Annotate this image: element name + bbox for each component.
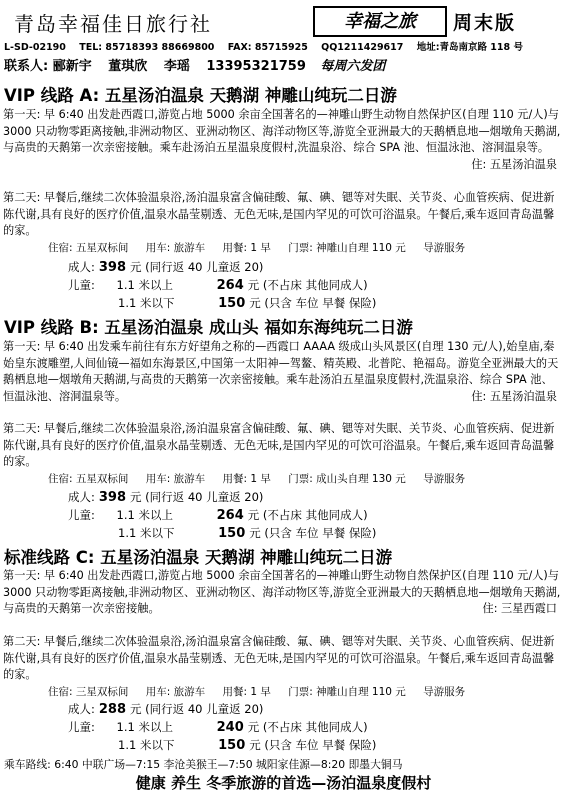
child-price: 150 [218, 526, 246, 541]
meta-guide: 导游服务 [423, 473, 466, 485]
route-c-child-row [118, 737, 376, 753]
day1-text: 第一天: 早 6:40 出发赴西霞口,游览占地 5000 余亩全国著名的—神雕山野生动物自然保护区(自理 110 元/人)与 3000 只动物零距离接触,非洲动物区、亚洲动物区、海洋动物区等,游览全亚洲最大的天鹅栖息地—烟墩角天鹅湖,与高贵的天鹅第一次亲密接触。 [3, 569, 561, 616]
route-a-title: VIP 线路 A: 五星汤泊温泉 天鹅湖 神雕山纯玩二日游 [4, 86, 397, 105]
pickup-route: 乘车路线: 6:40 中联广场—7:15 李沧美猴王—7:50 城阳家佳源—8:20 即墨大铜马 [4, 758, 403, 771]
route-c-day1 [3, 568, 563, 618]
adult-note: 元 (同行返 40 儿童返 20) [130, 260, 264, 274]
child-price: 150 [218, 738, 246, 753]
route-b-title: VIP 线路 B: 五星汤泊温泉 成山头 福如东海纯玩二日游 [4, 318, 413, 337]
child-note: 元 (只含 车位 早餐 保险) [249, 296, 377, 310]
route-b-adult-price [68, 489, 263, 505]
meta-vehicle: 用车: 旅游车 [145, 242, 206, 254]
route-c-meta [48, 684, 479, 699]
route-a-adult-price [68, 259, 263, 275]
meta-guide: 导游服务 [423, 242, 466, 254]
meta-tickets: 门票: 神雕山自理 110 元 [288, 686, 406, 698]
child-price: 240 [216, 720, 244, 735]
day1-stay: 住: 五星汤泊温泉 [471, 389, 557, 403]
day1-text: 第一天: 早 6:40 出发乘车前往有东方好望角之称的—西霞口 AAAA 级成山头风景区(自理 130 元/人),始皇庙,秦始皇东渡雕塑,人间仙镜—福如东海景区,中国第一太阳神—驾鳌、精英殿、北普陀、艳福岛。游览全亚洲最大的天鹅栖息地—烟墩角天鹅湖,与高贵的天鹅第一次亲密接触。乘车赴汤泊五星温泉度假村,洗温泉浴、综合 SPA 池、恒温泳池、溶洞温泉等。 [3, 340, 559, 403]
route-c-title: 标准线路 C: 五星汤泊温泉 天鹅湖 神雕山纯玩二日游 [4, 548, 393, 567]
child-height: 1.1 米以上 [116, 508, 173, 522]
route-a-child-row [118, 295, 376, 311]
route-b-day1 [3, 339, 563, 405]
qq-number: QQ1211429617 [321, 42, 404, 53]
contact-people [4, 55, 385, 74]
meta-tickets: 门票: 成山头自理 130 元 [288, 473, 406, 485]
route-a-child-row [68, 277, 368, 293]
route-c-day2: 第二天: 早餐后,继续二次体验温泉浴,汤泊温泉富含偏硅酸、氟、碘、锶等对失眠、关节炎、心血管疾病、促进新陈代谢,具有良好的医疗价值,温泉水晶莹剔透、无色无味,是国内罕见的可饮可浴温泉。午餐后,乘车返回青岛温馨的家。 [3, 635, 555, 682]
child-label: 儿童: [68, 720, 95, 734]
child-label: 儿童: [68, 278, 95, 292]
child-price: 264 [216, 278, 244, 293]
route-c-child-row [68, 719, 368, 735]
edition-label: 周末版 [453, 12, 517, 34]
child-height: 1.1 米以下 [118, 296, 175, 310]
meta-guide: 导游服务 [423, 686, 466, 698]
meta-lodging: 住宿: 五星双标间 [48, 242, 129, 254]
route-b-child-row [118, 525, 376, 541]
adult-label: 成人: [68, 260, 95, 274]
adult-price: 288 [98, 702, 127, 717]
fax-number: FAX: 85715925 [227, 42, 308, 53]
child-height: 1.1 米以下 [118, 738, 175, 752]
bottom-slogan: 健康 养生 冬季旅游的首选—汤泊温泉度假村 [135, 774, 432, 792]
child-height: 1.1 米以上 [116, 720, 173, 734]
route-b-meta [48, 471, 479, 486]
adult-label: 成人: [68, 490, 95, 504]
child-note: 元 (只含 车位 早餐 保险) [249, 526, 377, 540]
contact-info [4, 39, 564, 53]
departure-note: 每周六发团 [320, 59, 386, 74]
child-height: 1.1 米以上 [116, 278, 173, 292]
meta-vehicle: 用车: 旅游车 [145, 686, 206, 698]
child-note: 元 (不占床 其他同成人) [247, 720, 368, 734]
tel-numbers: TEL: 85718393 88669800 [79, 42, 215, 53]
route-a-day2: 第二天: 早餐后,继续二次体验温泉浴,汤泊温泉富含偏硅酸、氟、碘、锶等对失眠、关节炎、心血管疾病、促进新陈代谢,具有良好的医疗价值,温泉水晶莹剔透、无色无味,是国内罕见的可饮可浴温泉。午餐后,乘车返回青岛温馨的家。 [3, 191, 555, 238]
day1-stay: 住: 三星西霞口 [482, 602, 557, 616]
child-height: 1.1 米以下 [118, 526, 175, 540]
contact-label: 联系人: [4, 59, 49, 74]
child-note: 元 (只含 车位 早餐 保险) [249, 738, 377, 752]
contact-phone: 13395321759 [206, 59, 306, 74]
contact-name: 董琪欣 [108, 59, 148, 74]
adult-note: 元 (同行返 40 儿童返 20) [130, 490, 264, 504]
route-b-child-row [68, 507, 368, 523]
contact-name: 李瑶 [163, 59, 190, 74]
adult-label: 成人: [68, 702, 95, 716]
route-c-adult-price [68, 701, 263, 717]
agency-title: 青岛幸福佳日旅行社 [14, 12, 212, 36]
child-label: 儿童: [68, 508, 95, 522]
adult-price: 398 [98, 490, 127, 505]
meta-lodging: 住宿: 三星双标间 [48, 686, 129, 698]
child-price: 264 [216, 508, 244, 523]
license-number: L-SD-02190 [4, 42, 66, 53]
route-a-day1 [3, 107, 563, 173]
day1-stay: 住: 五星汤泊温泉 [471, 157, 557, 171]
day1-text: 第一天: 早 6:40 出发赴西霞口,游览占地 5000 余亩全国著名的—神雕山野生动物自然保护区(自理 110 元/人)与 3000 只动物零距离接触,非洲动物区、亚洲动物区、海洋动物区等,游览全亚洲最大的天鹅栖息地—烟墩角天鹅湖,与高贵的天鹅第一次亲密接触。乘车赴汤泊五星温泉度假村,洗温泉浴、综合 SPA 池、恒温泳池、溶洞温泉等。 [3, 108, 561, 155]
contact-name: 郦新宇 [52, 59, 92, 74]
meta-tickets: 门票: 神雕山自理 110 元 [288, 242, 406, 254]
meta-vehicle: 用车: 旅游车 [145, 473, 206, 485]
child-note: 元 (不占床 其他同成人) [247, 278, 368, 292]
child-price: 150 [218, 296, 246, 311]
boxed-slogan: 幸福之旅 [313, 6, 447, 37]
meta-lodging: 住宿: 五星双标间 [48, 473, 129, 485]
meta-meals: 用餐: 1 早 [222, 686, 271, 698]
route-b-day2: 第二天: 早餐后,继续二次体验温泉浴,汤泊温泉富含偏硅酸、氟、碘、锶等对失眠、关节炎、心血管疾病、促进新陈代谢,具有良好的医疗价值,温泉水晶莹剔透、无色无味,是国内罕见的可饮可浴温泉。午餐后,乘车返回青岛温馨的家。 [3, 422, 555, 469]
child-note: 元 (不占床 其他同成人) [247, 508, 368, 522]
meta-meals: 用餐: 1 早 [222, 473, 271, 485]
adult-price: 398 [98, 260, 127, 275]
address: 地址:青岛南京路 118 号 [416, 42, 523, 53]
route-a-meta [48, 240, 479, 255]
meta-meals: 用餐: 1 早 [222, 242, 271, 254]
adult-note: 元 (同行返 40 儿童返 20) [130, 702, 264, 716]
